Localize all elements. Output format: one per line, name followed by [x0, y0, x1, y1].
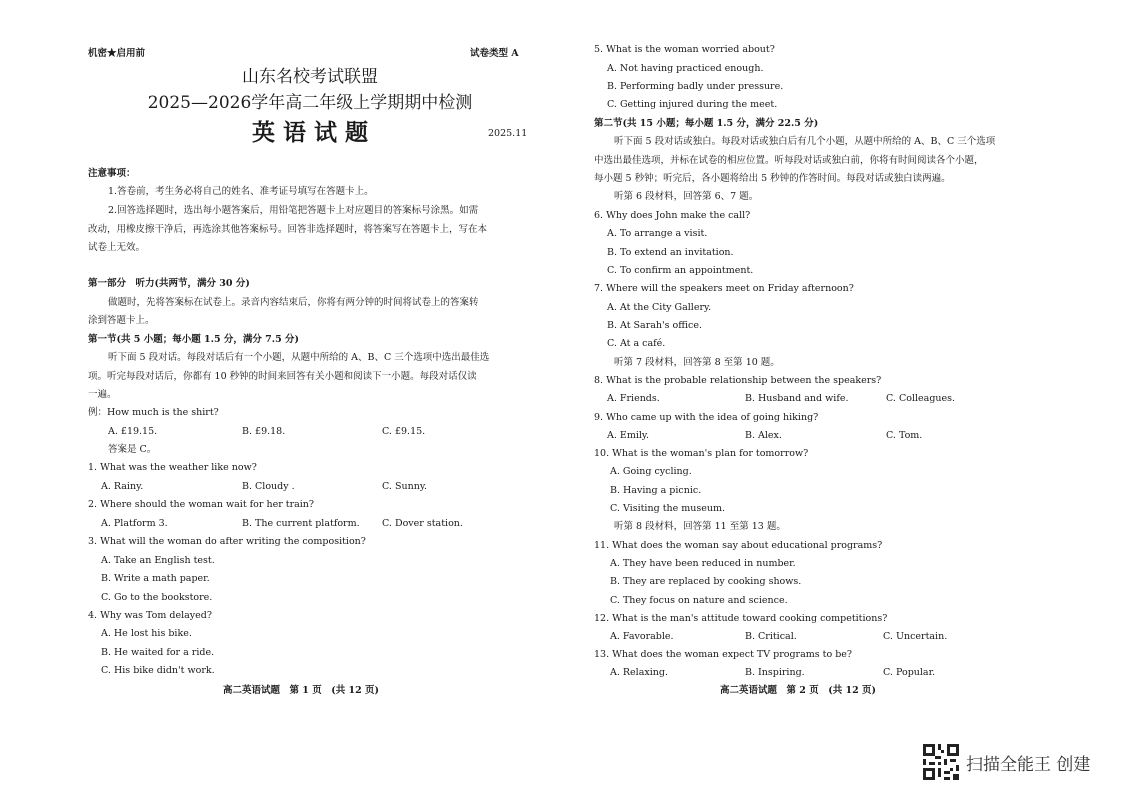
qr-code-icon: [923, 744, 959, 780]
exam-title: 2025—2026学年高二年级上学期期中检测: [147, 93, 473, 113]
option: C. Getting injured during the meet.: [607, 99, 778, 110]
option: B. Write a math paper.: [101, 573, 210, 584]
section1-intro-cont: 一遍。: [88, 389, 117, 400]
question-8: 8. What is the probable relationship between the speakers?: [594, 375, 882, 386]
option: A. Favorable.: [610, 631, 674, 642]
section1-heading: 第一节(共 5 小题；每小题 1.5 分，满分 7.5 分): [88, 334, 299, 345]
material-8-label: 听第 8 段材料，回答第 11 至第 13 题。: [614, 521, 786, 532]
footer-right: 高二英语试题 第 2 页 (共 12 页): [720, 685, 877, 696]
option: A. Friends.: [607, 393, 660, 404]
question-10: 10. What is the woman's plan for tomorrow?: [594, 448, 809, 459]
notes-item-2-cont: 试卷上无效。: [88, 242, 146, 253]
question-9: 9. Who came up with the idea of going hiking?: [594, 412, 819, 423]
option: A. He lost his bike.: [101, 628, 192, 639]
material-7-label: 听第 7 段材料，回答第 8 至第 10 题。: [614, 357, 780, 368]
option: A. To arrange a visit.: [607, 228, 708, 239]
section2-intro: 听下面 5 段对话或独白。每段对话或独白后有几个小题，从题中所给的 A、B、C 三个选项: [614, 136, 996, 147]
notes-item-2: 2.回答选择题时，选出每小题答案后，用铅笔把答题卡上对应题目的答案标号涂黑。如需: [108, 205, 479, 216]
option: A. £19.15.: [108, 426, 158, 437]
option: B. The current platform.: [242, 518, 360, 529]
option: B. Having a picnic.: [610, 485, 702, 496]
subject-title: 英 语 试 题: [251, 120, 369, 146]
option: C. Tom.: [886, 430, 923, 441]
option: C. Dover station.: [382, 518, 463, 529]
exam-date: 2025.11: [488, 128, 528, 139]
question-1: 1. What was the weather like now?: [88, 462, 257, 473]
section1-intro-cont: 项。听完每段对话后，你都有 10 秒钟的时间来回答有关小题和阅读下一小题。每段对话仅读: [88, 371, 477, 382]
question-2: 2. Where should the woman wait for her train?: [88, 499, 315, 510]
option: C. They focus on nature and science.: [610, 595, 788, 606]
part1-intro: 做题时，先将答案标在试卷上。录音内容结束后，你将有两分钟的时间将试卷上的答案转: [108, 297, 479, 308]
question-5: 5. What is the woman worried about?: [594, 44, 775, 55]
option: B. Alex.: [745, 430, 782, 441]
part1-heading: 第一部分 听力(共两节，满分 30 分): [88, 278, 250, 289]
section1-intro: 听下面 5 段对话。每段对话后有一个小题，从题中所给的 A、B、C 三个选项中选出最佳选: [108, 352, 490, 363]
paper-type: 试卷类型 A: [470, 48, 519, 59]
option: B. To extend an invitation.: [607, 247, 734, 258]
option: A. At the City Gallery.: [607, 302, 712, 313]
option: B. Husband and wife.: [745, 393, 849, 404]
scanner-watermark: 扫描全能王 创建: [966, 755, 1091, 775]
question-12: 12. What is the man's attitude toward cooking competitions?: [594, 613, 888, 624]
option: B. Performing badly under pressure.: [607, 81, 784, 92]
option: C. To confirm an appointment.: [607, 265, 754, 276]
question-3: 3. What will the woman do after writing the composition?: [88, 536, 366, 547]
alliance-title: 山东名校考试联盟: [242, 67, 378, 87]
secret-label: 机密★启用前: [88, 48, 146, 59]
example-answer: 答案是 C。: [108, 444, 157, 455]
option: C. Popular.: [883, 667, 936, 678]
question-13: 13. What does the woman expect TV programs to be?: [594, 649, 853, 660]
option: A. Platform 3.: [101, 518, 168, 529]
footer-left: 高二英语试题 第 1 页 (共 12 页): [223, 685, 380, 696]
option: B. £9.18.: [242, 426, 286, 437]
option: A. Going cycling.: [610, 466, 692, 477]
question-7: 7. Where will the speakers meet on Friday afternoon?: [594, 283, 854, 294]
notes-item-2-cont: 改动，用橡皮擦干净后，再选涂其他答案标号。回答非选择题时，将答案写在答题卡上，写在本: [88, 224, 488, 235]
option: C. Go to the bookstore.: [101, 592, 213, 603]
option: B. He waited for a ride.: [101, 647, 215, 658]
option: B. At Sarah's office.: [607, 320, 703, 331]
option: B. They are replaced by cooking shows.: [610, 576, 802, 587]
option: C. Visiting the museum.: [610, 503, 726, 514]
question-6: 6. Why does John make the call?: [594, 210, 751, 221]
option: C. Sunny.: [382, 481, 427, 492]
section2-heading: 第二节(共 15 小题；每小题 1.5 分，满分 22.5 分): [594, 118, 819, 129]
part1-intro-cont: 涂到答题卡上。: [88, 315, 155, 326]
option: B. Inspiring.: [745, 667, 805, 678]
option: A. They have been reduced in number.: [610, 558, 796, 569]
option: B. Critical.: [745, 631, 797, 642]
option: C. Uncertain.: [883, 631, 948, 642]
question-11: 11. What does the woman say about educational programs?: [594, 540, 883, 551]
option: C. £9.15.: [382, 426, 426, 437]
option: C. His bike didn't work.: [101, 665, 215, 676]
section2-intro-cont: 每小题 5 秒钟；听完后，各小题将给出 5 秒钟的作答时间。每段对话或独白读两遍。: [594, 173, 951, 184]
option: A. Rainy.: [101, 481, 144, 492]
section2-intro-cont: 中选出最佳选项，并标在试卷的相应位置。听每段对话或独白前，你将有时间阅读各个小题，: [594, 155, 984, 166]
option: A. Not having practiced enough.: [607, 63, 764, 74]
option: B. Cloudy .: [242, 481, 295, 492]
option: A. Take an English test.: [101, 555, 215, 566]
notes-heading: 注意事项：: [88, 168, 136, 179]
option: A. Relaxing.: [610, 667, 668, 678]
option: C. Colleagues.: [886, 393, 956, 404]
option: C. At a café.: [607, 338, 666, 349]
material-6-label: 听第 6 段材料，回答第 6、7 题。: [614, 191, 759, 202]
example-question: 例：How much is the shirt?: [88, 407, 219, 418]
notes-item-1: 1.答卷前，考生务必将自己的姓名、准考证号填写在答题卡上。: [108, 186, 374, 197]
question-4: 4. Why was Tom delayed?: [88, 610, 212, 621]
option: A. Emily.: [607, 430, 650, 441]
